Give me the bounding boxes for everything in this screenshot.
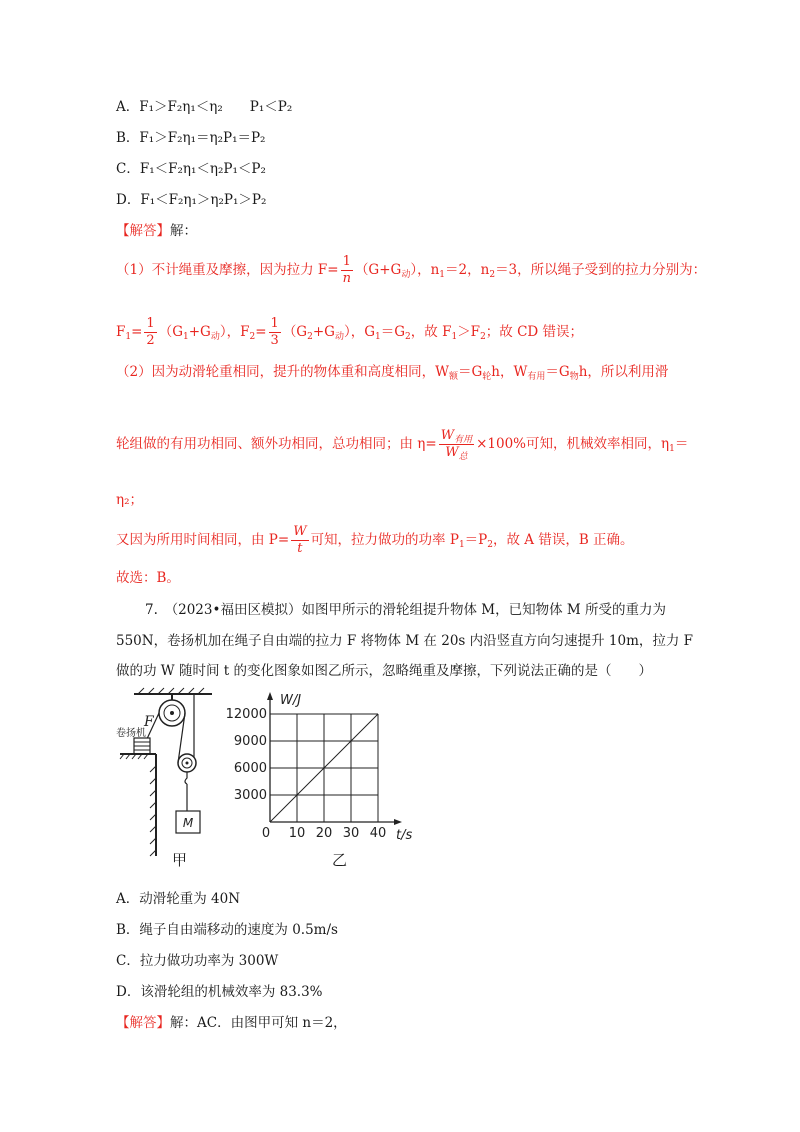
x-tick-label: 20 <box>315 826 333 841</box>
mass-label: M <box>182 816 194 830</box>
x-tick-label: 30 <box>342 826 360 841</box>
answer-para-5: η₂； <box>116 492 143 508</box>
y-axis-arrow <box>267 692 273 700</box>
question-7-line-1: 7. （2023•福田区模拟）如图甲所示的滑轮组提升物体 M，已知物体 M 所受的重力为 <box>145 602 666 618</box>
x-tick-label: 0 <box>261 826 271 841</box>
y-tick-label: 12000 <box>225 707 267 722</box>
y-tick-label: 6000 <box>233 761 267 776</box>
figure-yi-caption: 乙 <box>332 851 348 869</box>
x-axis-label: t/s <box>396 828 413 843</box>
x-tick-label: 40 <box>369 826 387 841</box>
answer-para-2: $F_1=$ $\frac{1}{2}$ $(G_1+G_动)$，$F_2=$ $\frac{1}{3}$ $(G_2+G_动)$，$G_1=G_2$，故 $F_1>F_2$；故 CD 错误； <box>116 316 584 348</box>
force-label: F <box>144 714 154 730</box>
y-axis-label: W/J <box>280 693 302 708</box>
option-b: B．F₁＞F₂η₁＝η₂P₁＝P₂ <box>116 130 266 146</box>
option-a: A．F₁＞F₂η₁＜η₂ P₁＜P₂ <box>116 99 293 115</box>
option-c: C．F₁＜F₂η₁＜η₂P₁＜P₂ <box>116 161 266 177</box>
answer-header: 【解答】解： <box>116 223 197 239</box>
q7-answer: 【解答】解：AC．由图甲可知 n＝2， <box>116 1015 347 1031</box>
answer-para-3: （2）因为动滑轮重相同，提升的物体重和高度相同，$W_额=G_轮h$，$W_{有用}=G_物h$，所以利用滑 <box>116 364 669 382</box>
option-d: D．F₁＜F₂η₁＞η₂P₁＞P₂ <box>116 192 267 208</box>
question-7-line-2: 550N，卷扬机加在绳子自由端的拉力 F 将物体 M 在 20s 内沿竖直方向匀速提升 10m，拉力 F <box>116 633 694 649</box>
x-axis-arrow <box>394 819 402 825</box>
answer-para-1: （1）不计绳重及摩擦，因为拉力 F= $\frac{1}{n}$ $(G+G_动)$，$n_1=2$，$n_2=3$，所以绳子受到的拉力分别为： <box>116 254 707 286</box>
pulley-diagram <box>116 686 236 856</box>
q7-option-b: B．绳子自由端移动的速度为 0.5m/s <box>116 922 338 938</box>
figure-jia-caption: 甲 <box>172 851 188 869</box>
answer-para-4: 轮组做的有用功相同、额外功相同，总功相同；由 η= $\frac{W_{有用}}{W_总}$ ×100%可知，机械效率相同，$\eta_1=$ <box>116 428 689 462</box>
work-time-chart <box>225 686 426 861</box>
answer-para-6: 又因为所用时间相同，由 P= $\frac{W}{t}$ 可知，拉力做功的功率 $P_1=P_2$，故 A 错误，B 正确。 <box>116 524 634 556</box>
figure-area <box>116 686 426 876</box>
q7-option-c: C．拉力做功功率为 300W <box>116 953 279 969</box>
winch-label: 卷扬机 <box>116 728 146 739</box>
y-tick-label: 9000 <box>233 734 267 749</box>
x-tick-label: 10 <box>288 826 306 841</box>
answer-conclusion: 故选：B。 <box>116 570 180 586</box>
q7-option-d: D．该滑轮组的机械效率为 83.3% <box>116 984 323 1000</box>
y-tick-label: 3000 <box>233 788 267 803</box>
q7-option-a: A．动滑轮重为 40N <box>116 891 241 907</box>
question-7-line-3: 做的功 W 随时间 t 的变化图象如图乙所示，忽略绳重及摩擦，下列说法正确的是（ ） <box>116 663 652 679</box>
